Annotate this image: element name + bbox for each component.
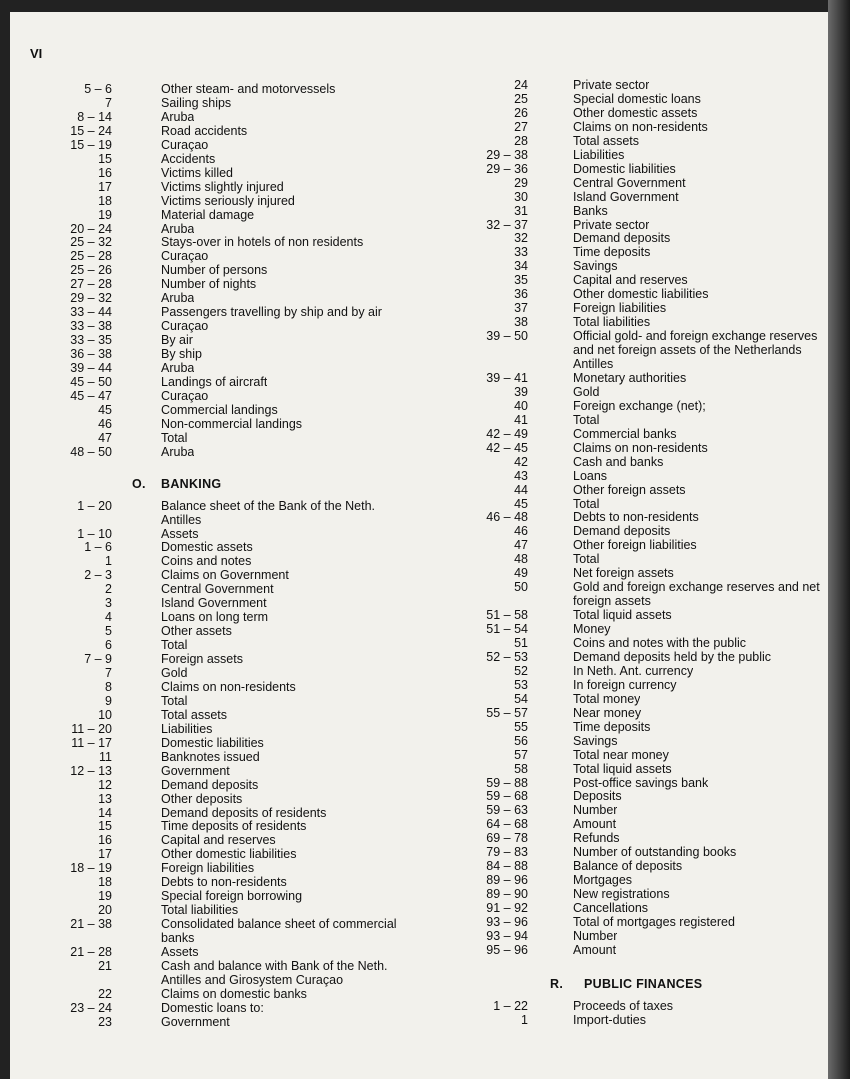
table-title: Claims on non-residents — [161, 679, 296, 694]
table-title: Time deposits of residents — [161, 819, 307, 834]
table-title: Passengers travelling by ship and by air — [161, 305, 382, 320]
table-title: Other foreign liabilities — [573, 538, 697, 553]
table-number: 8 — [105, 679, 112, 694]
table-number: 37 — [514, 301, 528, 316]
table-title: Number of persons — [161, 263, 268, 278]
table-title: Curaçao — [161, 388, 209, 403]
table-title: Material damage — [161, 207, 255, 222]
table-number: 10 — [98, 707, 112, 722]
table-number: 93 – 96 — [486, 915, 528, 929]
table-number: 25 — [514, 91, 528, 106]
table-title: Road accidents — [161, 123, 248, 138]
table-title: Foreign liabilities — [573, 301, 667, 316]
table-title: Domestic assets — [161, 540, 253, 555]
table-title: Total — [161, 693, 188, 708]
table-title: Total of mortgages registered — [573, 915, 735, 929]
table-number: 33 – 38 — [70, 319, 112, 334]
table-title: PUBLIC FINANCES — [584, 976, 703, 991]
table-number: 1 — [521, 1012, 528, 1027]
table-number: 32 – 37 — [486, 217, 528, 232]
table-title: Liabilities — [573, 147, 625, 162]
table-title: Claims on non-residents — [573, 440, 708, 455]
table-number: 40 — [514, 398, 528, 413]
table-title: Banks — [573, 203, 608, 218]
table-number: 84 – 88 — [486, 859, 528, 874]
table-title: Banknotes issued — [161, 749, 260, 764]
table-title: By ship — [161, 347, 202, 362]
table-title: Other domestic assets — [573, 105, 698, 120]
table-number: 27 — [514, 119, 528, 134]
table-title: Loans on long term — [161, 610, 269, 625]
table-number: 33 — [514, 245, 528, 260]
table-number: 45 – 50 — [70, 374, 112, 389]
table-title: Demand deposits of residents — [161, 805, 327, 820]
table-number: 18 – 19 — [70, 861, 112, 876]
table-title: In Neth. Ant. currency — [573, 663, 694, 678]
table-title: Near money — [573, 705, 642, 720]
table-title: Total liquid assets — [573, 608, 672, 623]
table-number: 79 – 83 — [486, 845, 528, 860]
table-title: Commercial landings — [161, 402, 278, 417]
table-number: 21 — [98, 958, 112, 973]
table-title: Claims on domestic banks — [161, 986, 307, 1001]
table-title: Deposits — [573, 789, 622, 804]
table-number: 26 — [514, 105, 528, 120]
table-number: 19 — [98, 207, 112, 222]
table-title: New registrations — [573, 887, 670, 902]
table-title: Number — [573, 803, 618, 818]
table-title: Balance of deposits — [573, 859, 683, 874]
table-number: 1 – 10 — [77, 526, 112, 541]
table-number: 11 — [99, 749, 112, 764]
table-title: Island Government — [161, 596, 267, 611]
table-title: Stays-over in hotels of non residents — [161, 235, 364, 250]
table-number: 57 — [514, 747, 528, 762]
table-number: 29 — [514, 175, 528, 190]
table-number: 27 – 28 — [70, 277, 112, 292]
table-title: Balance sheet of the Bank of the Neth. — [161, 498, 376, 513]
table-number: 93 – 94 — [486, 928, 528, 943]
table-title: Total — [573, 552, 600, 567]
table-title: Curaçao — [161, 137, 209, 152]
table-number: 11 – 17 — [71, 735, 112, 750]
table-number: 45 — [98, 402, 112, 417]
table-title: Victims killed — [161, 165, 234, 180]
table-title: Private sector — [573, 217, 650, 232]
table-title: Capital and reserves — [573, 273, 688, 288]
table-number: 23 — [98, 1014, 112, 1029]
table-title: Sailing ships — [161, 95, 232, 110]
table-title: Gold — [573, 384, 600, 399]
table-number: 15 – 24 — [70, 123, 112, 138]
table-title: Commercial banks — [573, 426, 677, 441]
table-title: Total — [161, 638, 188, 653]
table-number: 29 – 38 — [486, 147, 528, 162]
table-title: Gold — [161, 666, 188, 680]
table-title: Other deposits — [161, 791, 243, 806]
table-number: 47 — [514, 538, 528, 553]
table-title: Cash and balance with Bank of the Neth. — [161, 958, 388, 973]
table-number: 33 – 44 — [70, 305, 112, 320]
table-number: 21 – 38 — [70, 917, 112, 932]
table-title: Import-duties — [573, 1012, 646, 1027]
table-number: 35 — [514, 273, 528, 288]
table-number: 38 — [514, 315, 528, 330]
book-edge-shadow — [828, 0, 850, 1079]
table-title: Capital and reserves — [161, 833, 276, 848]
table-number: 8 – 14 — [77, 109, 112, 124]
table-number: 39 – 50 — [486, 329, 528, 344]
table-title: Demand deposits — [573, 231, 671, 246]
table-number: 28 — [514, 133, 528, 148]
table-number: 29 – 36 — [486, 161, 528, 176]
table-number: 59 – 68 — [486, 789, 528, 804]
table-number: 7 — [105, 95, 112, 110]
table-number: 42 — [514, 454, 528, 469]
table-number: R. — [550, 976, 564, 991]
table-title: In foreign currency — [573, 677, 677, 692]
table-number: 1 – 20 — [77, 498, 112, 513]
table-number: 56 — [514, 733, 528, 748]
table-number: 59 – 63 — [486, 803, 528, 818]
table-number: 42 – 49 — [486, 426, 528, 441]
table-number: 1 – 6 — [84, 540, 112, 555]
table-title: Other domestic liabilities — [573, 287, 709, 302]
table-title: Total near money — [573, 747, 669, 762]
table-number: 18 — [98, 875, 112, 890]
table-title: Domestic liabilities — [573, 161, 676, 176]
table-title: Time deposits — [573, 245, 651, 260]
table-number: 52 – 53 — [486, 649, 528, 664]
table-number: 1 – 22 — [493, 998, 528, 1013]
table-title: Number of nights — [161, 277, 257, 292]
table-title: Post-office savings bank — [573, 775, 709, 790]
table-title: Savings — [573, 733, 618, 748]
table-title: Total assets — [573, 133, 640, 148]
table-title: Foreign assets — [161, 652, 243, 667]
table-number: 48 – 50 — [70, 444, 112, 459]
table-title: Antilles — [573, 357, 614, 371]
table-number: 54 — [514, 691, 528, 706]
table-number: 15 – 19 — [70, 137, 112, 152]
table-title: Cash and banks — [573, 454, 664, 469]
table-title: Gold and foreign exchange reserves and net — [573, 580, 820, 595]
table-number: 25 – 32 — [70, 235, 112, 250]
table-title: Central Government — [573, 175, 686, 190]
table-number: 46 — [98, 416, 112, 431]
table-number: 36 — [514, 287, 528, 302]
table-number: 46 – 48 — [486, 510, 528, 525]
table-title: Accidents — [161, 151, 216, 166]
table-title: Demand deposits — [573, 524, 671, 539]
table-number: 2 – 3 — [84, 568, 112, 583]
table-number: 22 — [98, 986, 112, 1001]
table-title: Foreign liabilities — [161, 861, 255, 876]
table-number: 50 — [514, 580, 528, 595]
table-number: 23 – 24 — [70, 1000, 112, 1015]
table-number: O. — [132, 476, 146, 491]
table-number: 21 – 28 — [70, 945, 112, 959]
table-number: 1 — [105, 554, 112, 569]
table-title: Number — [573, 928, 618, 943]
table-number: 51 – 54 — [486, 622, 528, 637]
table-number: 17 — [98, 179, 112, 194]
table-title: Special foreign borrowing — [161, 889, 303, 904]
table-number: 55 — [514, 719, 528, 734]
table-number: 44 — [514, 482, 528, 497]
table-title: Aruba — [161, 361, 195, 375]
table-title: Curaçao — [161, 249, 209, 264]
table-title: Aruba — [161, 291, 195, 306]
table-title: Claims on Government — [161, 568, 289, 583]
document-page — [10, 12, 828, 1079]
table-number: 20 — [98, 903, 112, 918]
table-title: Liabilities — [161, 721, 213, 736]
table-number: 12 — [98, 777, 112, 792]
table-number: 45 — [514, 496, 528, 511]
table-number: 58 — [514, 761, 528, 776]
table-title: Total — [573, 496, 600, 511]
table-number: 30 — [514, 189, 528, 204]
table-number: 9 — [105, 693, 112, 708]
table-number: 32 — [514, 231, 528, 246]
table-title: Victims seriously injured — [161, 193, 295, 208]
table-number: 39 – 44 — [70, 361, 112, 375]
table-number: 89 – 96 — [486, 873, 528, 888]
table-title: Coins and notes with the public — [573, 636, 747, 650]
table-number: 2 — [105, 582, 112, 597]
table-title: Time deposits — [573, 719, 651, 734]
table-number: 7 — [105, 666, 112, 680]
table-title: Debts to non-residents — [161, 875, 287, 890]
table-title: Claims on non-residents — [573, 119, 708, 134]
table-number: 51 — [514, 636, 528, 650]
table-number: 36 – 38 — [70, 347, 112, 362]
table-title: Consolidated balance sheet of commercial — [161, 917, 397, 932]
table-title: Amount — [573, 817, 617, 832]
table-number: 15 — [98, 819, 112, 834]
table-title: Proceeds of taxes — [573, 998, 674, 1013]
table-title: Demand deposits — [161, 777, 259, 792]
table-title: banks — [161, 931, 195, 946]
table-number: 45 – 47 — [70, 388, 112, 403]
table-number: 89 – 90 — [486, 887, 528, 902]
table-title: Coins and notes — [161, 554, 252, 569]
table-title: Non-commercial landings — [161, 416, 303, 431]
table-title: Monetary authorities — [573, 370, 687, 385]
table-title: Aruba — [161, 109, 195, 124]
table-number: 31 — [514, 203, 528, 218]
table-title: Refunds — [573, 831, 620, 846]
table-title: Other steam- and motorvessels — [161, 82, 336, 96]
table-number: 46 — [514, 524, 528, 539]
table-number: 25 – 26 — [70, 263, 112, 278]
table-title: foreign assets — [573, 594, 651, 609]
table-title: Total liabilities — [573, 315, 651, 330]
table-title: Victims slightly injured — [161, 179, 284, 194]
table-title: Aruba — [161, 444, 195, 459]
table-number: 52 — [514, 663, 528, 678]
table-number: 29 – 32 — [70, 291, 112, 306]
table-title: Total — [161, 430, 188, 445]
table-title: Net foreign assets — [573, 566, 674, 581]
table-title: Mortgages — [573, 873, 633, 888]
table-number: 33 – 35 — [70, 333, 112, 348]
table-title: Money — [573, 622, 611, 637]
table-title: Total money — [573, 691, 641, 706]
table-number: 39 – 41 — [486, 370, 528, 385]
table-title: Island Government — [573, 189, 679, 204]
table-number: 13 — [98, 791, 112, 806]
table-title: Antilles and Girosystem Curaçao — [161, 972, 344, 987]
table-number: 43 — [514, 468, 528, 483]
table-number: 91 – 92 — [486, 901, 528, 916]
table-number: 16 — [98, 833, 112, 848]
table-title: Debts to non-residents — [573, 510, 699, 525]
table-number: 47 — [98, 430, 112, 445]
table-number: 3 — [105, 596, 112, 611]
table-number: 41 — [514, 412, 528, 427]
table-title: By air — [161, 333, 193, 348]
table-title: Assets — [161, 526, 199, 541]
table-title: Other domestic liabilities — [161, 847, 297, 862]
table-title: Antilles — [161, 512, 202, 527]
table-title: Private sector — [573, 78, 650, 92]
table-number: 5 – 6 — [84, 82, 112, 96]
table-number: 95 – 96 — [486, 942, 528, 957]
table-title: BANKING — [161, 476, 222, 491]
table-number: 39 — [514, 384, 528, 399]
table-title: Landings of aircraft — [161, 374, 268, 389]
table-number: 7 – 9 — [84, 652, 112, 667]
table-number: 14 — [98, 805, 112, 820]
table-title: Government — [161, 763, 230, 778]
table-title: and net foreign assets of the Netherlands — [573, 343, 802, 358]
table-number: 11 – 20 — [71, 721, 112, 736]
table-title: Curaçao — [161, 319, 209, 334]
table-title: Number of outstanding books — [573, 845, 737, 860]
table-title: Total liabilities — [161, 903, 239, 918]
table-number: 64 – 68 — [486, 817, 528, 832]
table-title: Demand deposits held by the public — [573, 649, 772, 664]
table-number: 5 — [105, 624, 112, 639]
table-title: Central Government — [161, 582, 274, 597]
table-number: 53 — [514, 677, 528, 692]
table-number: 20 – 24 — [70, 221, 112, 236]
table-title: Total assets — [161, 707, 228, 722]
table-title: Loans — [573, 468, 608, 483]
table-title: Other foreign assets — [573, 482, 686, 497]
table-title: Savings — [573, 259, 618, 274]
table-number: 19 — [98, 889, 112, 904]
table-title: Total liquid assets — [573, 761, 672, 776]
table-number: 18 — [98, 193, 112, 208]
table-number: 16 — [98, 165, 112, 180]
table-number: 6 — [105, 638, 112, 653]
table-number: 49 — [514, 566, 528, 581]
table-number: 4 — [105, 610, 112, 625]
table-number: 69 – 78 — [486, 831, 528, 846]
table-title: Official gold- and foreign exchange reserves — [573, 329, 818, 344]
table-title: Domestic loans to: — [161, 1000, 264, 1015]
table-number: 48 — [514, 552, 528, 567]
table-number: 51 – 58 — [486, 608, 528, 623]
table-title: Amount — [573, 942, 617, 957]
table-number: 59 – 88 — [486, 775, 528, 790]
table-title: Other assets — [161, 624, 232, 639]
table-number: 17 — [98, 847, 112, 862]
table-title: Cancellations — [573, 901, 649, 916]
table-number: 15 — [98, 151, 112, 166]
table-number: 25 – 28 — [70, 249, 112, 264]
table-title: Foreign exchange (net); — [573, 398, 706, 413]
table-number: 55 – 57 — [486, 705, 528, 720]
table-title: Aruba — [161, 221, 195, 236]
table-title: Domestic liabilities — [161, 735, 264, 750]
table-title: Special domestic loans — [573, 91, 701, 106]
table-number: 34 — [514, 259, 528, 274]
table-number: 42 – 45 — [486, 440, 528, 455]
table-title: Total — [573, 412, 600, 427]
page-number: VI — [30, 46, 43, 61]
table-title: Assets — [161, 945, 199, 959]
table-title: Government — [161, 1014, 230, 1029]
table-number: 12 – 13 — [70, 763, 112, 778]
table-number: 24 — [514, 78, 528, 92]
